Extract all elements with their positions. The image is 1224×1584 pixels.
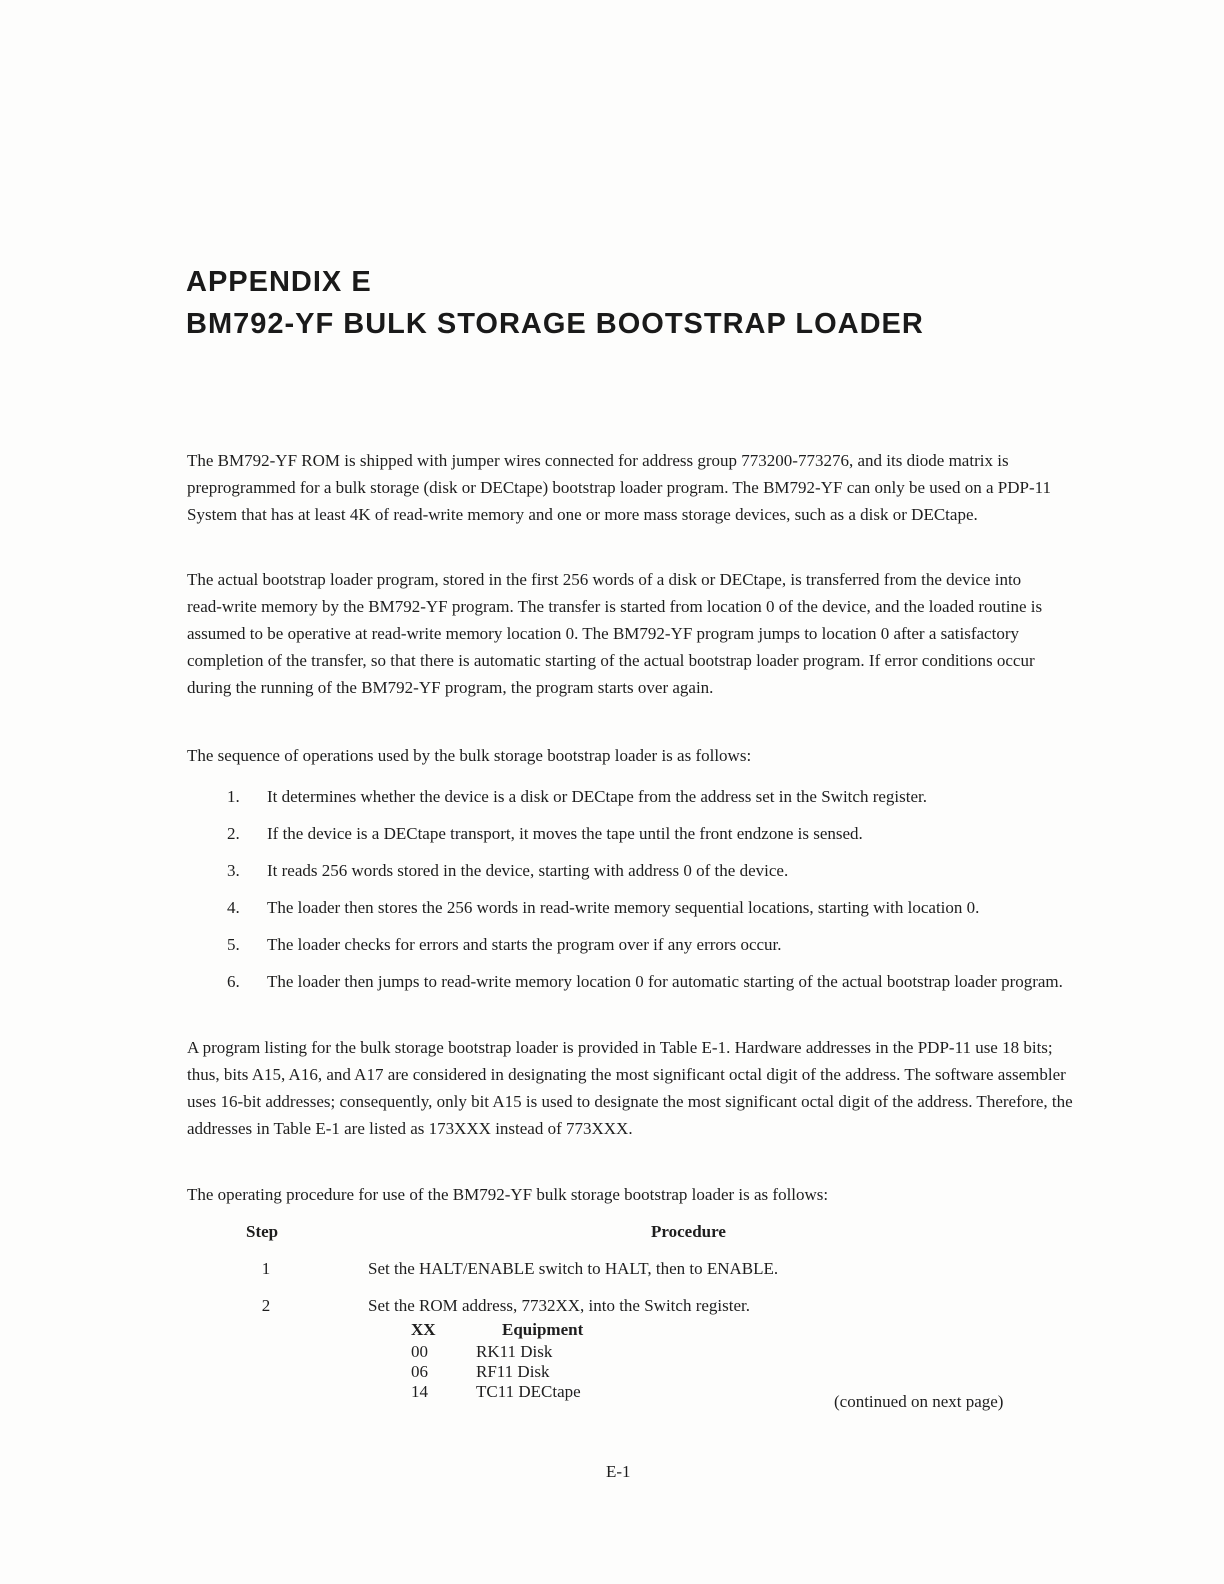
step-text: Set the HALT/ENABLE switch to HALT, then to ENABLE. xyxy=(368,1259,779,1278)
xx-column-header: XX xyxy=(411,1320,436,1339)
paragraph-sequence-intro: The sequence of operations used by the bulk storage bootstrap loader is as follows: xyxy=(187,746,752,765)
list-item-text: It reads 256 words stored in the device, starting with address 0 of the device. xyxy=(267,861,789,880)
appendix-label: APPENDIX E xyxy=(186,266,372,298)
list-item-text: It determines whether the device is a disk or DECtape from the address set in the Switch register. xyxy=(267,787,927,806)
paragraph-procedure-intro: The operating procedure for use of the BM792-YF bulk storage bootstrap loader is as follows: xyxy=(187,1185,829,1204)
xx-code: 06 xyxy=(411,1362,428,1381)
step-text: Set the ROM address, 7732XX, into the Switch register. xyxy=(368,1296,750,1315)
xx-code: 14 xyxy=(411,1382,428,1401)
page-number: E-1 xyxy=(606,1462,631,1481)
equipment-name: RK11 Disk xyxy=(476,1342,553,1361)
paragraph-listing: A program listing for the bulk storage bootstrap loader is provided in Table E-1. Hardware addresses in the PDP-11 use 18 bits; thus, bits A15, A16, and A17 are considered in designating the most significant octal digit of the address. The software assembler uses 16-bit addresses; consequently, only bit A15 is used to designate the most significant octal digit of the address. Therefore, the addresses in Table E-1 are listed as 173XXX instead of 773XXX. xyxy=(187,1038,1073,1138)
paragraph-transfer: The actual bootstrap loader program, stored in the first 256 words of a disk or DECtape, is transferred from the device into read-write memory by the BM792-YF program. The transfer is started from location 0 of the device, and the loaded routine is assumed to be operative at read-write memory location 0. The BM792-YF program jumps to location 0 after a satisfactory completion of the transfer, so that there is automatic starting of the actual bootstrap loader program. If error conditions occur during the running of the BM792-YF program, the program starts over again. xyxy=(187,570,1043,697)
list-item-number: 6. xyxy=(227,972,240,991)
list-item-number: 5. xyxy=(227,935,240,954)
list-item-text: The loader checks for errors and starts the program over if any errors occur. xyxy=(267,935,782,954)
page-title: BM792-YF BULK STORAGE BOOTSTRAP LOADER xyxy=(186,308,924,340)
list-item-text: If the device is a DECtape transport, it moves the tape until the front endzone is sensed. xyxy=(267,824,863,843)
list-item-text: The loader then jumps to read-write memory location 0 for automatic starting of the actual bootstrap loader program. xyxy=(267,972,1063,991)
step-number: 1 xyxy=(261,1259,271,1278)
equipment-column-header: Equipment xyxy=(502,1320,584,1339)
paragraph-intro: The BM792-YF ROM is shipped with jumper wires connected for address group 773200-773276, and its diode matrix is preprogrammed for a bulk storage (disk or DECtape) bootstrap loader program. The BM792-YF can only be used on a PDP-11 System that has at least 4K of read-write memory and one or more mass storage devices, such as a disk or DECtape. xyxy=(187,451,1051,524)
list-item-number: 2. xyxy=(227,824,240,843)
equipment-name: RF11 Disk xyxy=(476,1362,550,1381)
equipment-name: TC11 DECtape xyxy=(476,1382,581,1401)
step-number: 2 xyxy=(261,1296,271,1315)
list-item-number: 4. xyxy=(227,898,240,917)
list-item-number: 1. xyxy=(227,787,240,806)
step-column-header: Step xyxy=(246,1222,279,1241)
list-item-number: 3. xyxy=(227,861,240,880)
xx-code: 00 xyxy=(411,1342,428,1361)
procedure-column-header: Procedure xyxy=(651,1222,726,1241)
list-item-text: The loader then stores the 256 words in read-write memory sequential locations, starting with location 0. xyxy=(267,898,980,917)
continued-note: (continued on next page) xyxy=(834,1392,1004,1411)
